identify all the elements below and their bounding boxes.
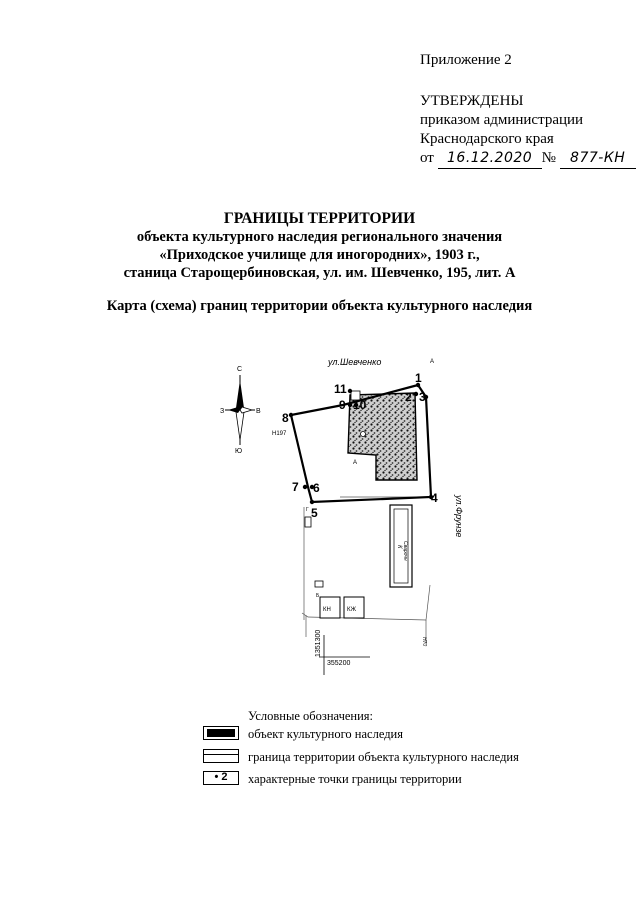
point-label-5: 5 [311,506,318,520]
compass-n: С [237,366,243,373]
label-k-sub: Сварочн [402,541,408,561]
coordinate-grid-tick [315,630,370,675]
label-k: К [396,545,402,549]
map-subtitle: Карта (схема) границ территории объекта культурного наследия [106,298,533,314]
label-kn: КН [323,607,331,613]
compass-e: В [256,408,261,415]
point-label-9: 9 [339,398,346,412]
point-label-8: 8 [282,411,289,425]
legend-point-symbol [203,771,239,785]
coord-y-label: 1351300 [315,629,322,657]
order-from-label: от [420,150,434,166]
compass-rose-icon [220,366,261,455]
boundary-map [220,345,480,685]
order-date-field [438,149,542,169]
label-small-g: Г [306,507,309,513]
legend-title: Условные обозначения: [248,709,374,723]
appendix-label: Приложение 2 [420,52,512,68]
legend-point-symbol-text: • 2 [214,771,228,783]
label-kzh: КЖ [347,607,357,613]
label-a-top: А [430,359,435,365]
label-a-main: А [353,460,358,466]
order-date: 16.12.2020 [447,150,533,166]
approval-block [420,92,636,169]
building-marker [361,432,366,437]
approved-line: приказом администрации [420,112,584,128]
point-label-7: 7 [292,480,299,494]
coord-x-label: 355200 [327,660,351,667]
legend-item-boundary: граница территории объекта культурного наследия [248,750,519,764]
label-small-b: Б [316,593,320,599]
point-label-2: 2 [405,390,412,404]
building-k [390,505,412,587]
street-shevchenko-label: ул.Шевченко [328,357,382,367]
compass-w: З [220,408,225,415]
title-line-2: объекта культурного наследия регионального значения [136,229,503,245]
title-line-1: ГРАНИЦЫ ТЕРРИТОРИИ [223,210,416,227]
legend-heritage-symbol [203,726,239,740]
point-label-1: 1 [415,371,422,385]
point-label-3: 3 [419,390,426,404]
label-code-left: Н197 [272,431,287,437]
legend-item-heritage: объект культурного наследия [248,727,403,741]
order-number-field [560,149,636,169]
order-number-label: № [541,150,556,166]
document-title [0,210,639,282]
legend-boundary-symbol [203,749,239,763]
title-line-4: станица Старощербиновская, ул. им. Шевченко, 195, лит. А [123,265,516,281]
small-shed-b [315,581,323,587]
title-line-3: «Приходское училище для иногородних», 1903 г., [159,247,480,263]
approved-line: Краснодарского края [420,131,554,147]
point-label-10: 10 [353,398,367,412]
order-line [420,149,636,169]
label-code-bottom: Н70 [421,637,427,647]
compass-s: Ю [235,448,243,455]
legend-item-points: характерные точки границы территории [248,772,462,786]
point-label-6: 6 [313,481,320,495]
street-frunze-label: ул.Фрунзе [454,495,464,538]
point-label-4: 4 [431,491,438,505]
point-label-11: 11 [334,382,347,396]
approved-line: УТВЕРЖДЕНЫ [420,93,524,109]
order-number: 877-КН [570,150,626,166]
